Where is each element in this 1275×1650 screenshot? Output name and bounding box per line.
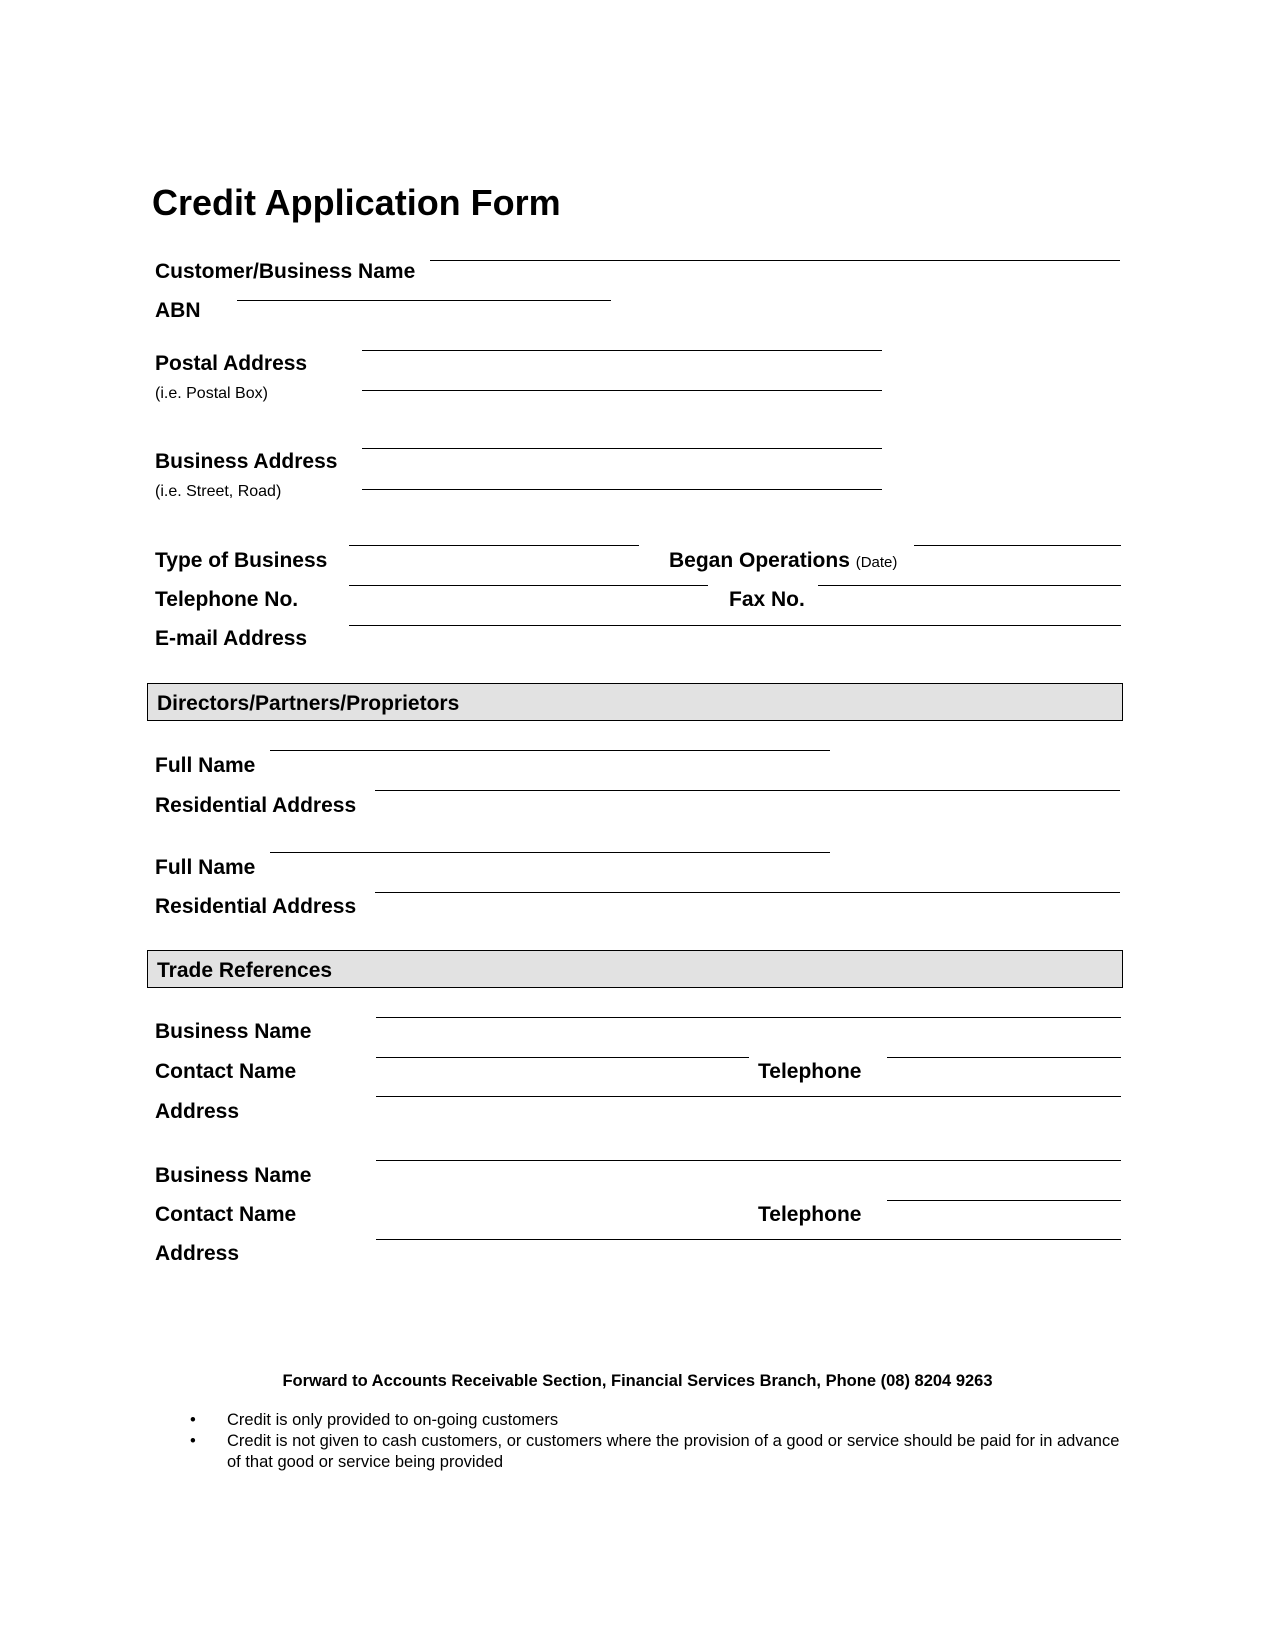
director-2-residential-address-field[interactable] xyxy=(375,892,1120,893)
business-address-hint: (i.e. Street, Road) xyxy=(155,483,282,500)
reference-2-telephone-field[interactable] xyxy=(887,1200,1121,1201)
abn-field[interactable] xyxy=(237,300,611,301)
reference-2-address-field[interactable] xyxy=(376,1239,1121,1240)
reference-2-address-label: Address xyxy=(155,1242,240,1265)
list-item xyxy=(190,1410,1130,1431)
director-1-full-name-label: Full Name xyxy=(155,754,256,777)
director-2-residential-address-label: Residential Address xyxy=(155,895,357,918)
abn-label: ABN xyxy=(155,299,201,322)
trade-references-section-header xyxy=(147,950,1123,988)
director-2-full-name-label: Full Name xyxy=(155,856,256,879)
forward-instructions: Forward to Accounts Receivable Section, Financial Services Branch, Phone (08) 8204 9263 xyxy=(282,1372,993,1390)
customer-business-name-label: Customer/Business Name xyxy=(155,260,416,283)
directors-section-title: Directors/Partners/Proprietors xyxy=(157,692,460,715)
note-text: Credit is not given to cash customers, or customers where the provision of a good or service should be paid for in advance of that good or service being provided xyxy=(227,1432,1120,1471)
type-of-business-field[interactable] xyxy=(349,545,639,546)
list-item xyxy=(190,1431,1130,1473)
bullet-icon: • xyxy=(190,1411,196,1429)
fax-no-label: Fax No. xyxy=(729,588,805,611)
reference-2-telephone-label: Telephone xyxy=(758,1203,862,1226)
reference-1-business-name-field[interactable] xyxy=(376,1017,1121,1018)
reference-2-contact-name-label: Contact Name xyxy=(155,1203,297,1226)
email-address-label: E-mail Address xyxy=(155,627,308,650)
fax-no-field[interactable] xyxy=(818,585,1121,586)
email-address-field[interactable] xyxy=(349,625,1121,626)
bullet-icon: • xyxy=(190,1432,196,1450)
postal-address-hint: (i.e. Postal Box) xyxy=(155,385,268,402)
credit-notes-list xyxy=(190,1410,1130,1473)
reference-1-telephone-label: Telephone xyxy=(758,1060,862,1083)
began-operations-field[interactable] xyxy=(914,545,1121,546)
postal-address-field-line1[interactable] xyxy=(362,350,882,351)
customer-business-name-field[interactable] xyxy=(430,260,1120,261)
reference-2-business-name-field[interactable] xyxy=(376,1160,1121,1161)
director-2-full-name-field[interactable] xyxy=(270,852,830,853)
reference-1-address-label: Address xyxy=(155,1100,240,1123)
page-title: Credit Application Form xyxy=(152,182,561,223)
reference-1-contact-name-field[interactable] xyxy=(376,1057,749,1058)
reference-1-business-name-label: Business Name xyxy=(155,1020,312,1043)
reference-1-address-field[interactable] xyxy=(376,1096,1121,1097)
postal-address-field-line2[interactable] xyxy=(362,390,882,391)
trade-references-section-title: Trade References xyxy=(157,959,333,982)
directors-section-header xyxy=(147,683,1123,721)
reference-1-contact-name-label: Contact Name xyxy=(155,1060,297,1083)
telephone-no-field[interactable] xyxy=(349,585,708,586)
director-1-residential-address-field[interactable] xyxy=(375,790,1120,791)
director-1-full-name-field[interactable] xyxy=(270,750,830,751)
postal-address-label: Postal Address xyxy=(155,352,308,375)
began-operations-hint: (Date) xyxy=(855,554,898,571)
reference-2-business-name-label: Business Name xyxy=(155,1164,312,1187)
business-address-field-line1[interactable] xyxy=(362,448,882,449)
began-operations-label xyxy=(669,550,897,571)
business-address-label: Business Address xyxy=(155,450,338,473)
business-address-field-line2[interactable] xyxy=(362,489,882,490)
note-text: Credit is only provided to on-going customers xyxy=(227,1411,559,1429)
type-of-business-label: Type of Business xyxy=(155,549,328,572)
began-operations-text: Began Operations xyxy=(669,549,850,572)
director-1-residential-address-label: Residential Address xyxy=(155,794,357,817)
reference-1-telephone-field[interactable] xyxy=(887,1057,1121,1058)
telephone-no-label: Telephone No. xyxy=(155,588,299,611)
